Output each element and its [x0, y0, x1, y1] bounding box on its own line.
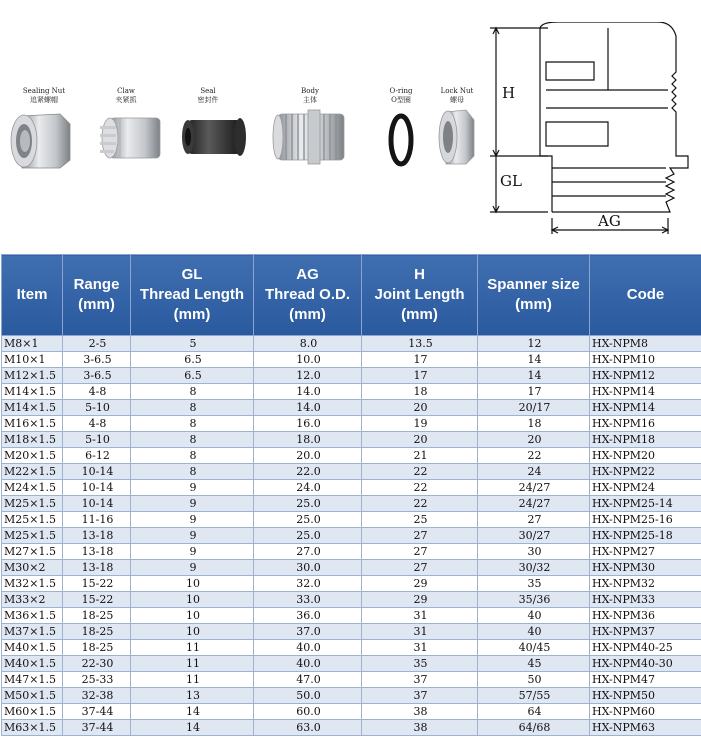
part-label-lock-nut: Lock Nut 螺母: [440, 87, 474, 104]
cell-item: M25×1.5: [2, 528, 63, 544]
cell-item: M14×1.5: [2, 384, 63, 400]
o-ring-icon: [386, 112, 416, 168]
table-row: [2, 368, 701, 384]
cell-item: M36×1.5: [2, 608, 63, 624]
table-row: [2, 704, 701, 720]
cell-code: HX-NPM24: [590, 480, 701, 496]
cell-range: 13-18: [63, 560, 131, 576]
table-row: [2, 544, 701, 560]
claw-icon: [96, 112, 164, 164]
cell-range: 18-25: [63, 624, 131, 640]
cell-code: HX-NPM25-14: [590, 496, 701, 512]
table-row: [2, 448, 701, 464]
cell-item: M47×1.5: [2, 672, 63, 688]
cell-range: 10-14: [63, 464, 131, 480]
cell-gl: 9: [131, 528, 254, 544]
table-row: [2, 528, 701, 544]
cell-range: 4-8: [63, 416, 131, 432]
body-icon: [272, 108, 352, 166]
cell-range: 5-10: [63, 432, 131, 448]
cell-ag: 27.0: [254, 544, 362, 560]
cell-spanner: 64/68: [478, 720, 590, 736]
cell-item: M25×1.5: [2, 512, 63, 528]
cell-h: 22: [362, 496, 478, 512]
cell-item: M40×1.5: [2, 640, 63, 656]
table-row: [2, 400, 701, 416]
cell-h: 31: [362, 608, 478, 624]
cell-gl: 6.5: [131, 352, 254, 368]
cell-h: 18: [362, 384, 478, 400]
cell-ag: 18.0: [254, 432, 362, 448]
cell-gl: 10: [131, 624, 254, 640]
cell-h: 20: [362, 400, 478, 416]
cell-h: 27: [362, 544, 478, 560]
cell-item: M32×1.5: [2, 576, 63, 592]
cell-h: 38: [362, 720, 478, 736]
cell-range: 13-18: [63, 544, 131, 560]
cell-h: 38: [362, 704, 478, 720]
cell-ag: 37.0: [254, 624, 362, 640]
cell-h: 37: [362, 672, 478, 688]
cell-item: M37×1.5: [2, 624, 63, 640]
seal-icon: [180, 112, 248, 162]
cell-gl: 11: [131, 656, 254, 672]
cell-spanner: 14: [478, 352, 590, 368]
cell-code: HX-NPM27: [590, 544, 701, 560]
cell-item: M8×1: [2, 336, 63, 352]
cell-spanner: 45: [478, 656, 590, 672]
cell-range: 6-12: [63, 448, 131, 464]
cell-ag: 36.0: [254, 608, 362, 624]
cell-spanner: 14: [478, 368, 590, 384]
cell-gl: 8: [131, 400, 254, 416]
cell-ag: 25.0: [254, 496, 362, 512]
cell-spanner: 30/32: [478, 560, 590, 576]
cell-gl: 9: [131, 480, 254, 496]
cell-range: 3-6.5: [63, 352, 131, 368]
cell-spanner: 40: [478, 624, 590, 640]
table-row: [2, 624, 701, 640]
cell-h: 31: [362, 624, 478, 640]
cell-gl: 11: [131, 640, 254, 656]
cell-gl: 6.5: [131, 368, 254, 384]
table-row: [2, 592, 701, 608]
cell-spanner: 64: [478, 704, 590, 720]
cell-code: HX-NPM25-18: [590, 528, 701, 544]
cell-ag: 60.0: [254, 704, 362, 720]
cell-gl: 9: [131, 560, 254, 576]
cell-ag: 50.0: [254, 688, 362, 704]
cell-spanner: 35: [478, 576, 590, 592]
cell-spanner: 20/17: [478, 400, 590, 416]
cell-h: 19: [362, 416, 478, 432]
table-row: [2, 416, 701, 432]
h-dimension-label: H: [502, 84, 516, 102]
cell-spanner: 30/27: [478, 528, 590, 544]
cell-range: 37-44: [63, 720, 131, 736]
cell-range: 15-22: [63, 576, 131, 592]
cell-item: M30×2: [2, 560, 63, 576]
cell-gl: 9: [131, 544, 254, 560]
table-row: [2, 672, 701, 688]
cell-h: 22: [362, 464, 478, 480]
cell-item: M63×1.5: [2, 720, 63, 736]
part-label-seal: Seal 密封件: [197, 87, 219, 104]
cell-item: M25×1.5: [2, 496, 63, 512]
cell-range: 25-33: [63, 672, 131, 688]
cell-code: HX-NPM33: [590, 592, 701, 608]
cell-ag: 12.0: [254, 368, 362, 384]
dimension-drawing: [488, 22, 698, 238]
table-row: [2, 656, 701, 672]
table-row: [2, 560, 701, 576]
table-row: [2, 464, 701, 480]
cell-spanner: 24/27: [478, 480, 590, 496]
cell-code: HX-NPM10: [590, 352, 701, 368]
table-row: [2, 336, 701, 352]
cell-item: M33×2: [2, 592, 63, 608]
cell-range: 32-38: [63, 688, 131, 704]
cell-spanner: 24: [478, 464, 590, 480]
cell-spanner: 27: [478, 512, 590, 528]
cell-range: 10-14: [63, 480, 131, 496]
cell-gl: 13: [131, 688, 254, 704]
cell-range: 5-10: [63, 400, 131, 416]
table-row: [2, 512, 701, 528]
cell-item: M20×1.5: [2, 448, 63, 464]
cell-code: HX-NPM40-25: [590, 640, 701, 656]
cell-code: HX-NPM30: [590, 560, 701, 576]
cell-spanner: 35/36: [478, 592, 590, 608]
cell-gl: 8: [131, 416, 254, 432]
cell-code: HX-NPM14: [590, 384, 701, 400]
cell-spanner: 12: [478, 336, 590, 352]
cell-range: 11-16: [63, 512, 131, 528]
cell-h: 17: [362, 352, 478, 368]
cell-h: 29: [362, 592, 478, 608]
cell-spanner: 20: [478, 432, 590, 448]
cell-h: 13.5: [362, 336, 478, 352]
cell-gl: 14: [131, 704, 254, 720]
cell-spanner: 24/27: [478, 496, 590, 512]
cell-code: HX-NPM16: [590, 416, 701, 432]
table-row: [2, 384, 701, 400]
cell-range: 3-6.5: [63, 368, 131, 384]
gl-dimension-label: GL: [500, 172, 522, 190]
cell-ag: 14.0: [254, 400, 362, 416]
header-range: Range (mm): [63, 255, 131, 336]
table-row: [2, 640, 701, 656]
cell-h: 35: [362, 656, 478, 672]
cell-code: HX-NPM60: [590, 704, 701, 720]
cell-h: 27: [362, 560, 478, 576]
cell-code: HX-NPM14: [590, 400, 701, 416]
cell-h: 27: [362, 528, 478, 544]
cell-h: 31: [362, 640, 478, 656]
header-spanner: Spanner size (mm): [478, 255, 590, 336]
cell-gl: 10: [131, 608, 254, 624]
cell-item: M18×1.5: [2, 432, 63, 448]
table-row: [2, 608, 701, 624]
cell-h: 22: [362, 480, 478, 496]
header-item: Item: [2, 255, 63, 336]
part-label-sealing-nut: Sealing Nut 追紧螺帽: [22, 87, 66, 104]
cell-ag: 30.0: [254, 560, 362, 576]
cell-range: 15-22: [63, 592, 131, 608]
cell-h: 29: [362, 576, 478, 592]
cell-h: 25: [362, 512, 478, 528]
cell-range: 18-25: [63, 640, 131, 656]
cell-spanner: 18: [478, 416, 590, 432]
cell-spanner: 40/45: [478, 640, 590, 656]
cell-ag: 33.0: [254, 592, 362, 608]
cell-code: HX-NPM63: [590, 720, 701, 736]
part-label-o-ring: O-ring O型圈: [389, 87, 413, 104]
cell-ag: 14.0: [254, 384, 362, 400]
cell-code: HX-NPM32: [590, 576, 701, 592]
cell-h: 17: [362, 368, 478, 384]
cell-range: 18-25: [63, 608, 131, 624]
cell-h: 20: [362, 432, 478, 448]
cell-ag: 25.0: [254, 528, 362, 544]
cell-ag: 47.0: [254, 672, 362, 688]
cell-ag: 8.0: [254, 336, 362, 352]
cell-spanner: 50: [478, 672, 590, 688]
exploded-parts-view: [0, 0, 701, 250]
cell-spanner: 22: [478, 448, 590, 464]
cell-code: HX-NPM25-16: [590, 512, 701, 528]
cell-item: M10×1: [2, 352, 63, 368]
cell-spanner: 17: [478, 384, 590, 400]
cell-gl: 8: [131, 384, 254, 400]
cell-item: M50×1.5: [2, 688, 63, 704]
header-ag: AG Thread O.D. (mm): [254, 255, 362, 336]
cell-item: M60×1.5: [2, 704, 63, 720]
cell-gl: 10: [131, 576, 254, 592]
cell-code: HX-NPM8: [590, 336, 701, 352]
ag-dimension-label: AG: [598, 212, 621, 230]
table-row: [2, 496, 701, 512]
cell-ag: 40.0: [254, 640, 362, 656]
cell-gl: 8: [131, 464, 254, 480]
cell-code: HX-NPM12: [590, 368, 701, 384]
cell-ag: 32.0: [254, 576, 362, 592]
table-header-row: [2, 255, 701, 336]
header-gl: GL Thread Length (mm): [131, 255, 254, 336]
part-label-body: Body 主体: [301, 87, 319, 104]
cell-code: HX-NPM40-30: [590, 656, 701, 672]
spec-table: [1, 254, 701, 736]
table-row: [2, 576, 701, 592]
cell-spanner: 57/55: [478, 688, 590, 704]
cell-item: M16×1.5: [2, 416, 63, 432]
cell-spanner: 30: [478, 544, 590, 560]
cell-spanner: 40: [478, 608, 590, 624]
cell-item: M40×1.5: [2, 656, 63, 672]
cell-gl: 8: [131, 432, 254, 448]
cell-item: M27×1.5: [2, 544, 63, 560]
cell-h: 37: [362, 688, 478, 704]
cell-h: 21: [362, 448, 478, 464]
cell-gl: 10: [131, 592, 254, 608]
cell-ag: 25.0: [254, 512, 362, 528]
cell-gl: 11: [131, 672, 254, 688]
cell-item: M24×1.5: [2, 480, 63, 496]
cell-range: 13-18: [63, 528, 131, 544]
cell-code: HX-NPM18: [590, 432, 701, 448]
part-label-claw: Claw 夹紧抓: [115, 87, 137, 104]
cell-code: HX-NPM20: [590, 448, 701, 464]
cell-range: 4-8: [63, 384, 131, 400]
cell-ag: 20.0: [254, 448, 362, 464]
header-h: H Joint Length (mm): [362, 255, 478, 336]
table-row: [2, 480, 701, 496]
cell-gl: 8: [131, 448, 254, 464]
cell-code: HX-NPM37: [590, 624, 701, 640]
table-row: [2, 352, 701, 368]
cell-range: 10-14: [63, 496, 131, 512]
header-code: Code: [590, 255, 701, 336]
cell-gl: 14: [131, 720, 254, 736]
cell-gl: 9: [131, 496, 254, 512]
cell-ag: 16.0: [254, 416, 362, 432]
cell-gl: 9: [131, 512, 254, 528]
cell-ag: 10.0: [254, 352, 362, 368]
cell-range: 37-44: [63, 704, 131, 720]
cell-code: HX-NPM47: [590, 672, 701, 688]
cell-ag: 24.0: [254, 480, 362, 496]
cell-item: M14×1.5: [2, 400, 63, 416]
cell-code: HX-NPM22: [590, 464, 701, 480]
cell-item: M22×1.5: [2, 464, 63, 480]
cell-range: 22-30: [63, 656, 131, 672]
cell-ag: 63.0: [254, 720, 362, 736]
lock-nut-icon: [436, 106, 478, 168]
cell-code: HX-NPM50: [590, 688, 701, 704]
cell-ag: 22.0: [254, 464, 362, 480]
table-row: [2, 720, 701, 736]
table-row: [2, 688, 701, 704]
cell-gl: 5: [131, 336, 254, 352]
table-row: [2, 432, 701, 448]
cell-code: HX-NPM36: [590, 608, 701, 624]
cell-ag: 40.0: [254, 656, 362, 672]
cell-range: 2-5: [63, 336, 131, 352]
sealing-nut-icon: [8, 110, 74, 172]
cell-item: M12×1.5: [2, 368, 63, 384]
